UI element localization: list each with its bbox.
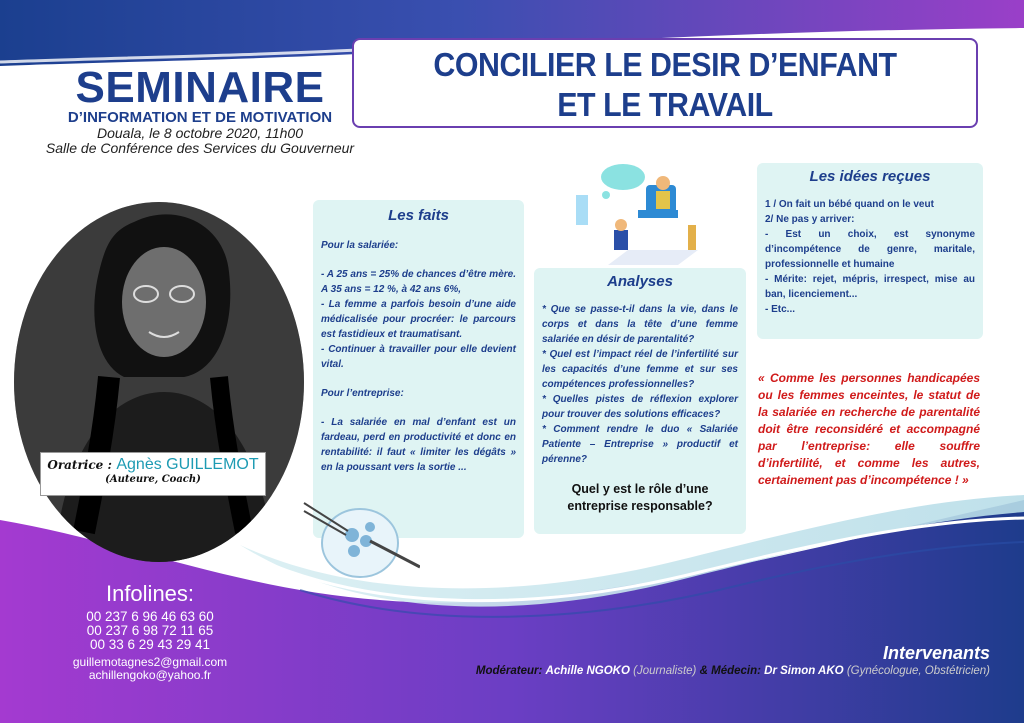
speaker-name: Agnès GUILLEMOT: [116, 456, 259, 473]
seminar-venue: Salle de Conférence des Services du Gouverneur: [45, 140, 355, 156]
analyses-q2: * Quel est l’impact réel de l’infertilité sur les capacités d’une femme et sur ses compétences professionnelles?: [542, 349, 738, 390]
main-title-line2: ET LE TRAVAIL: [557, 86, 773, 123]
faits-p4: - La salariée en mal d’enfant est un fardeau, perd en productivité et donc en rentabilité: il faut « limiter les dégâts » en la poussant vers la sortie ...: [321, 417, 516, 473]
speaker-photo: [14, 202, 304, 562]
analyses-q4: * Comment rendre le duo « Salariée Patiente – Entreprise » productif et pérenne?: [542, 424, 738, 465]
idees-l2: 2/ Ne pas y arriver:: [765, 214, 855, 225]
phone-3: 00 33 6 29 43 29 41: [89, 637, 211, 652]
idees-l1: 1 / On fait un bébé quand on le veut: [765, 199, 934, 210]
amp: &: [699, 665, 708, 677]
analyses-q1: * Que se passe-t-il dans la vie, dans le corps et dans la tête d’une femme salariée en désir de parentalité?: [542, 304, 738, 345]
phone-2: 00 237 6 98 72 11 65: [86, 623, 214, 638]
petri-dish-illustration: [300, 495, 420, 585]
faits-entreprise-head: Pour l’entreprise:: [321, 388, 404, 399]
moderator-label: Modérateur:: [475, 665, 543, 677]
seminar-title: SEMINAIRE: [75, 63, 325, 112]
speaker-portrait-illustration: [14, 202, 304, 562]
idees-l3: - Est un choix, est synonyme d’incompétence de genre, maritale, professionnelle et humaine: [765, 229, 975, 270]
work-thinking-illustration: [568, 155, 708, 270]
analyses-q3: * Quelles pistes de réflexion explorer pour trouver des solutions efficaces?: [542, 394, 738, 420]
idees-l5: - Etc...: [765, 304, 796, 315]
speaker-name-box: [40, 452, 266, 496]
infolines: [60, 582, 240, 682]
moderator-name: Achille NGOKO: [545, 665, 630, 677]
quote-text: « Comme les personnes handicapées ou les femmes enceintes, le statut de la salariée en recherche de parentalité doit être reconsidéré et accompagné par l’entreprise: elle souffre d’infertilité, et comme les autres, certainement pas d’incompétence ! »: [758, 371, 980, 487]
seminar-subtitle: D’INFORMATION ET DE MOTIVATION: [67, 109, 333, 126]
intervenants-section: [476, 642, 990, 679]
speaker-label: Oratrice :: [47, 458, 112, 472]
moderator-role: (Journaliste): [633, 665, 697, 677]
email-1: guillemotagnes2@gmail.com: [72, 655, 228, 669]
faits-panel: [313, 200, 524, 538]
analyses-title: Analyses: [607, 273, 673, 290]
idees-panel: [757, 163, 983, 339]
email-2: achillengoko@yahoo.fr: [88, 668, 212, 682]
idees-l4: - Mérite: rejet, mépris, irrespect, mise au ban, licenciement...: [765, 274, 975, 300]
idees-title: Les idées reçues: [809, 168, 931, 185]
main-title-box: [352, 38, 978, 128]
analyses-question: Quel y est le rôle d’une entreprise responsable?: [567, 482, 713, 513]
intervenants-title: Intervenants: [882, 643, 990, 663]
seminar-heading: [0, 63, 400, 156]
doctor-name: Dr Simon AKO: [764, 665, 844, 677]
speaker-role: (Auteure, Coach): [105, 474, 201, 485]
phone-1: 00 237 6 96 46 63 60: [86, 609, 214, 624]
faits-salariee-head: Pour la salariée:: [321, 240, 399, 251]
faits-p1: - A 25 ans = 25% de chances d’être mère. A 35 ans = 12 %, à 42 ans 6%,: [321, 269, 516, 295]
faits-p3: - Continuer à travailler pour elle devient vital.: [321, 344, 516, 370]
intervenants-line: [476, 664, 990, 679]
seminar-date: Douala, le 8 octobre 2020, 11h00: [96, 125, 303, 141]
doctor-label: Médecin:: [711, 665, 761, 677]
analyses-panel: [534, 268, 746, 534]
faits-title: Les faits: [388, 207, 449, 224]
faits-p2: - La femme a parfois besoin d’une aide médicalisée pour procréer: le parcours est fastidieux et traumatisant.: [321, 299, 516, 340]
infolines-title: Infolines:: [105, 581, 195, 606]
doctor-role: (Gynécologue, Obstétricien): [846, 665, 990, 677]
main-title-line1: CONCILIER LE DESIR D’ENFANT: [433, 46, 897, 83]
